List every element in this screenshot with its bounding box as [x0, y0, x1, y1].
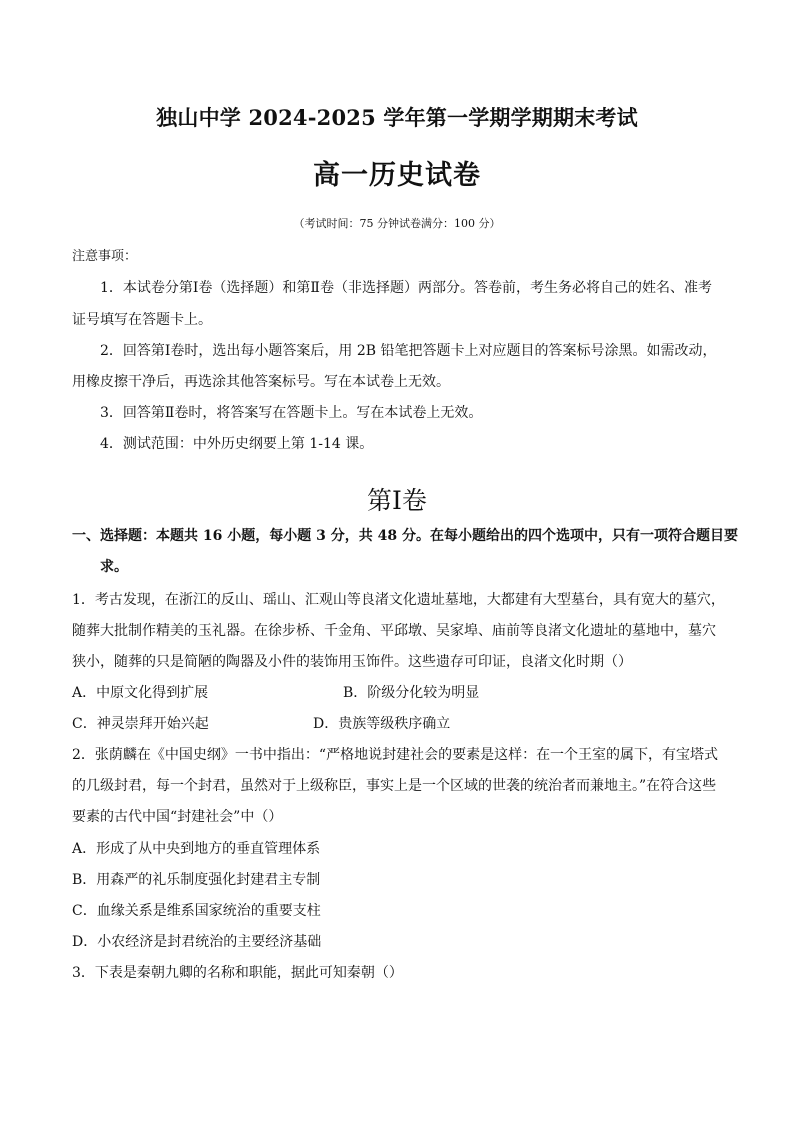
question-2-option-a: A．形成了从中央到地方的垂直管理体系: [72, 841, 321, 857]
notice-item-4: 4．测试范围：中外历史纲要上第 1-14 课。: [100, 436, 374, 452]
question-1-options-row-2: [72, 714, 732, 734]
notice-item-1-line-1: 1．本试卷分第Ⅰ卷（选择题）和第Ⅱ卷（非选择题）两部分。答卷前，考生务必将自己的姓名、准考: [100, 280, 712, 296]
notice-item-2-line-1: 2．回答第Ⅰ卷时，选出每小题答案后，用 2B 铅笔把答题卡上对应题目的答案标号涂黑。如需改动，: [100, 343, 717, 359]
question-2-option-c: C．血缘关系是维系国家统治的重要支柱: [72, 903, 321, 919]
question-1-option-b: B．阶级分化较为明显: [343, 685, 480, 701]
question-1-option-c: C．神灵崇拜开始兴起: [72, 716, 209, 732]
question-2-line-2: 的几级封君，每一个封君，虽然对于上级称臣，事实上是一个区域的世袭的统治者而兼地主。”在符合这些: [72, 778, 717, 794]
question-3-line-1: 3．下表是秦朝九卿的名称和职能，据此可知秦朝（）: [72, 965, 403, 981]
question-1-options-row-1: [72, 683, 732, 703]
section-instructions-line-2: 求。: [100, 559, 128, 575]
paper-title: 高一历史试卷: [313, 160, 481, 191]
question-1-option-a: A．中原文化得到扩展: [72, 685, 209, 701]
question-2-line-1: 2．张荫麟在《中国史纲》一书中指出：“严格地说封建社会的要素是这样：在一个王室的属下，有宝塔式: [72, 747, 719, 763]
notice-item-2-line-2: 用橡皮擦干净后，再选涂其他答案标号。写在本试卷上无效。: [72, 374, 450, 390]
question-2-option-b: B．用森严的礼乐制度强化封建君主专制: [72, 872, 321, 888]
exam-info: （考试时间：75 分钟试卷满分：100 分）: [293, 217, 501, 230]
school-title: 独山中学 2024-2025 学年第一学期学期期末考试: [156, 105, 638, 130]
question-2-option-d: D．小农经济是封君统治的主要经济基础: [72, 934, 322, 950]
notice-item-3: 3．回答第Ⅱ卷时，将答案写在答题卡上。写在本试卷上无效。: [100, 405, 483, 421]
section-title: 第Ⅰ卷: [367, 486, 427, 515]
question-1-line-2: 随葬大批制作精美的玉礼器。在徐步桥、千金角、平邱墩、吴家埠、庙前等良渚文化遗址的墓地中，墓穴: [72, 623, 716, 639]
notice-heading: 注意事项：: [72, 249, 138, 264]
notice-item-1-line-2: 证号填写在答题卡上。: [72, 312, 212, 328]
section-instructions-line-1: 一、选择题：本题共 16 小题，每小题 3 分，共 48 分。在每小题给出的四个选项中，只有一项符合题目要: [72, 528, 738, 544]
question-1-line-3: 狭小，随葬的只是简陋的陶器及小件的装饰用玉饰件。这些遗存可印证，良渚文化时期（）: [72, 654, 632, 670]
question-1-option-d: D．贵族等级秩序确立: [313, 716, 451, 732]
question-1-line-1: 1．考古发现，在浙江的反山、瑶山、汇观山等良渚文化遗址墓地，大都建有大型墓台，具有宽大的墓穴，: [72, 592, 725, 608]
question-2-line-3: 要素的古代中国“封建社会”中（）: [72, 809, 283, 825]
